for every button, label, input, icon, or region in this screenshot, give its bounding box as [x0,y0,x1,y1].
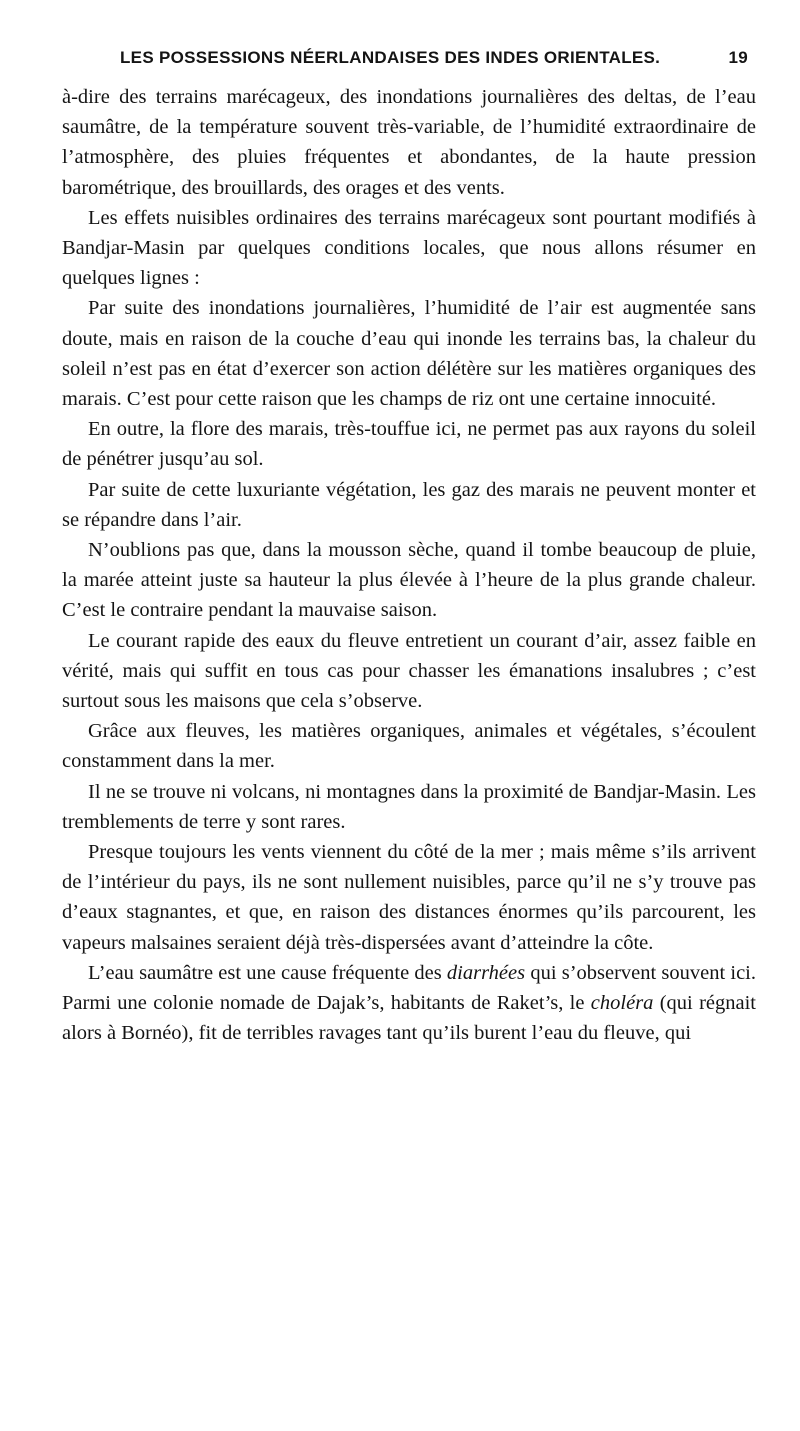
italic-term-diarrhees: diarrhées [446,961,526,984]
book-page [62,48,756,1049]
paragraph-3: Par suite des inondations journalières, l’humidité de l’air est augmentée sans doute, mais en raison de la couche d’eau qui inonde les terrains bas, la chaleur du soleil n’est pas en état d’exercer son action délétère sur les matières organiques des marais. C’est pour cette raison que les champs de riz ont une certaine innocuité. [62,297,756,411]
paragraph-11-part-1: L’eau saumâtre est une cause fréquente des [88,961,447,984]
paragraph-11-part-2: qui s’observent souvent ici. Parmi une colonie nomade de Dajak’s, habitants de Raket’s, le [62,961,756,1015]
paragraph-10: Presque toujours les vents viennent du côté de la mer ; mais même s’ils arrivent de l’intérieur du pays, ils ne sont nullement nuisibles, parce qu’il ne s’y trouve pas d’eaux stagnantes, et que, en raison des distances énormes qu’ils parcourent, les vapeurs malsaines seraient déjà très-dispersées avant d’atteindre la côte. [62,841,756,954]
running-title: LES POSSESSIONS NÉERLANDAISES DES INDES ORIENTALES. [120,48,661,67]
italic-term-cholera: choléra [590,992,654,1015]
paragraph-8: Grâce aux fleuves, les matières organiques, animales et végétales, s’écoulent constamment dans la mer. [62,720,756,773]
body-text [62,82,756,1049]
paragraph-7: Le courant rapide des eaux du fleuve entretient un courant d’air, assez faible en vérité, mais qui suffit en tous cas pour chasser les émanations insalubres ; c’est surtout sous les maisons que cela s’observe. [62,629,756,713]
paragraph-11 [62,958,756,1049]
paragraph-1: à-dire des terrains marécageux, des inondations journalières des deltas, de l’eau saumâtre, de la température souvent très-variable, de l’humidité extraordinaire de l’atmosphère, des pluies fréquentes et abondantes, de la haute pression barométrique, des brouillards, des orages et des vents. [62,86,756,199]
paragraph-5: Par suite de cette luxuriante végétation, les gaz des marais ne peuvent monter et se répandre dans l’air. [62,478,756,531]
paragraph-11-part-3: (qui régnait alors à Bornéo), fit de terribles ravages tant qu’ils burent l’eau du fleuve, qui [62,992,756,1045]
page-number: 19 [728,48,748,67]
paragraph-6: N’oublions pas que, dans la mousson sèche, quand il tombe beaucoup de pluie, la marée atteint juste sa hauteur la plus élevée à l’heure de la plus grande chaleur. C’est le contraire pendant la mauvaise saison. [62,539,756,622]
paragraph-9: Il ne se trouve ni volcans, ni montagnes dans la proximité de Bandjar-Masin. Les tremblements de terre y sont rares. [62,780,756,833]
paragraph-4: En outre, la flore des marais, très-touffue ici, ne permet pas aux rayons du soleil de pénétrer jusqu’au sol. [62,418,756,471]
paragraph-2: Les effets nuisibles ordinaires des terrains marécageux sont pourtant modifiés à Bandjar-Masin par quelques conditions locales, que nous allons résumer en quelques lignes : [62,206,756,290]
running-head [120,48,756,74]
